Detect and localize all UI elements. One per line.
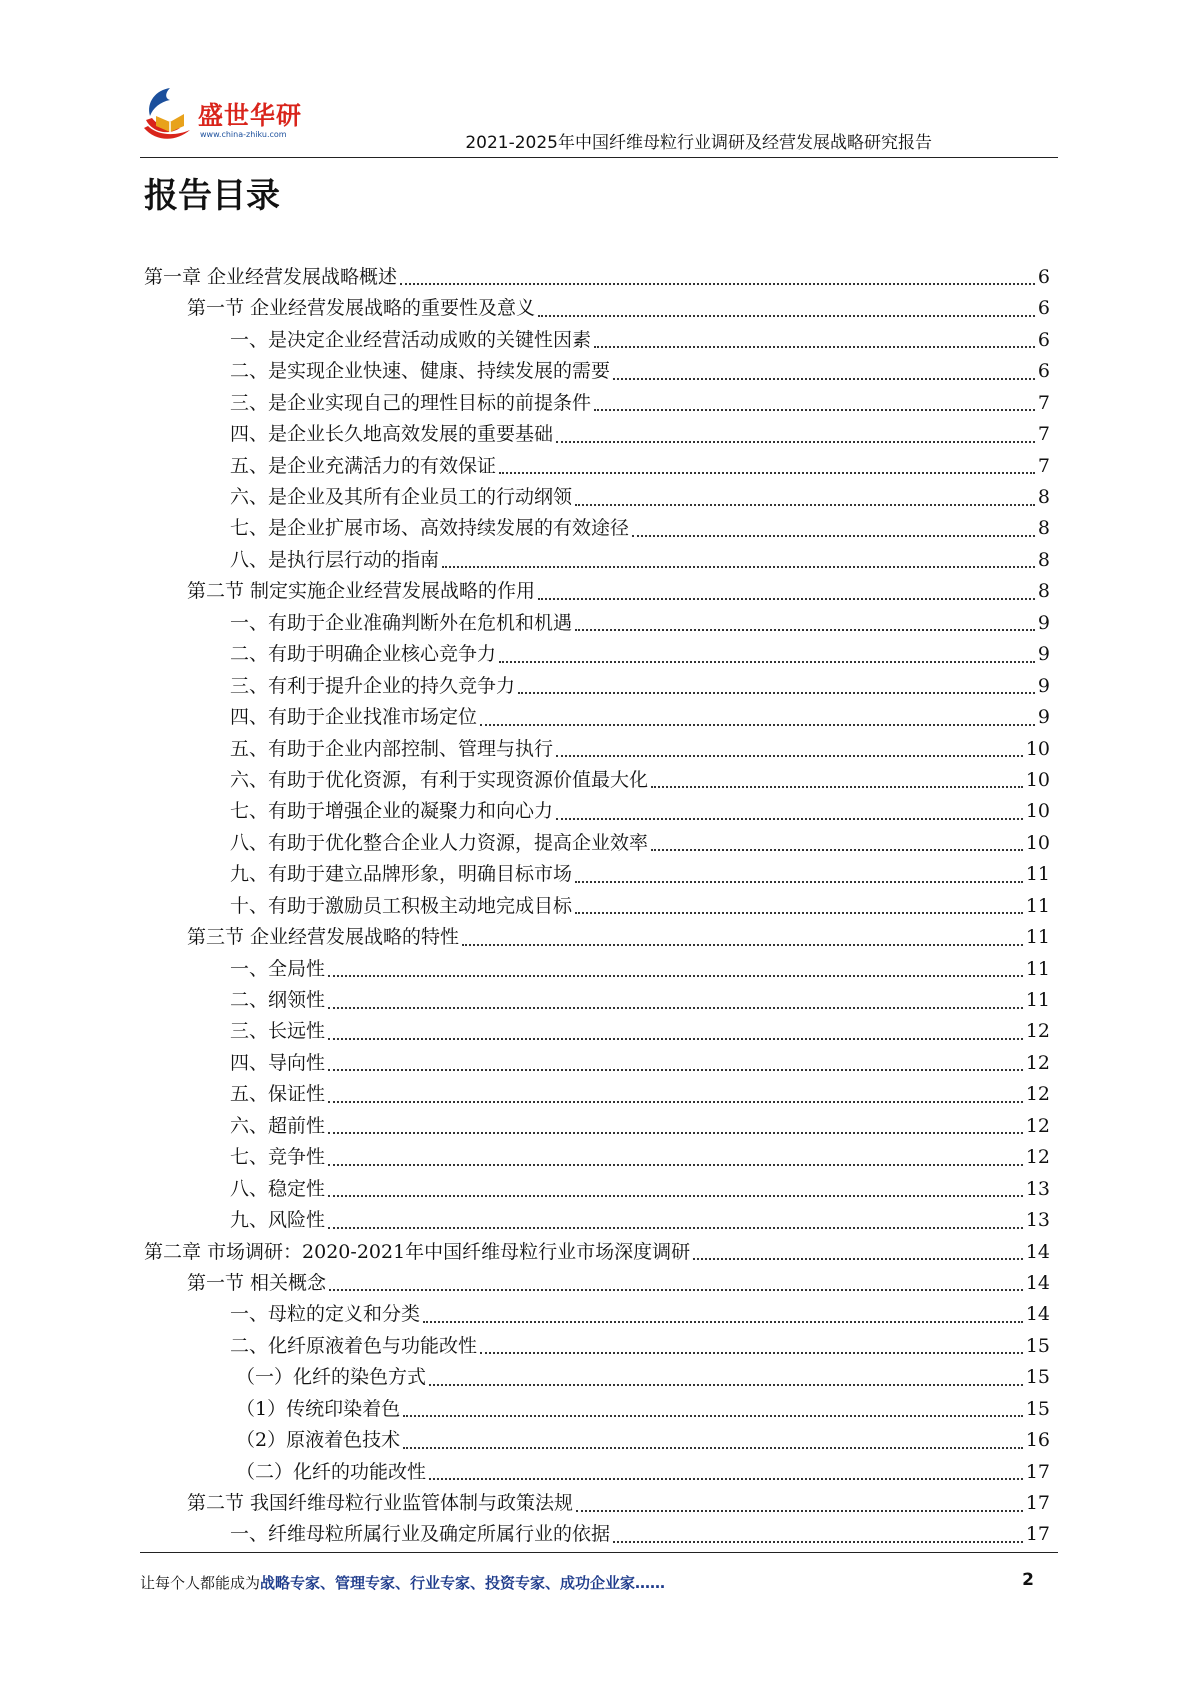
toc-entry[interactable] bbox=[144, 828, 1050, 859]
toc-dot-leader bbox=[328, 1132, 1023, 1134]
toc-dot-leader bbox=[462, 944, 1023, 946]
toc-entry-label: 五、保证性 bbox=[230, 1083, 326, 1106]
toc-dot-leader bbox=[328, 1007, 1023, 1009]
toc-dot-leader bbox=[328, 1069, 1023, 1071]
toc-entry[interactable] bbox=[144, 608, 1050, 639]
toc-entry[interactable] bbox=[144, 419, 1050, 450]
logo-url: www.china-zhiku.com bbox=[200, 130, 287, 139]
toc-entry[interactable] bbox=[144, 1111, 1050, 1142]
toc-entry[interactable] bbox=[144, 671, 1050, 702]
toc-entry-page: 10 bbox=[1025, 831, 1050, 854]
toc-entry[interactable] bbox=[144, 262, 1050, 293]
toc-entry-label: 三、有利于提升企业的持久竞争力 bbox=[230, 674, 516, 697]
toc-dot-leader bbox=[403, 1415, 1023, 1417]
toc-entry-page: 6 bbox=[1037, 297, 1050, 320]
toc-entry-page: 16 bbox=[1025, 1429, 1050, 1452]
toc-entry-label: 六、是企业及其所有企业员工的行动纲领 bbox=[230, 486, 573, 509]
logo-emblem-icon bbox=[140, 84, 198, 144]
toc-entry[interactable] bbox=[144, 1237, 1050, 1268]
toc-entry[interactable] bbox=[144, 1079, 1050, 1110]
toc-entry[interactable] bbox=[144, 891, 1050, 922]
toc-entry-label: 八、稳定性 bbox=[230, 1177, 326, 1200]
toc-dot-leader bbox=[651, 849, 1023, 851]
page-header bbox=[140, 84, 1058, 158]
toc-entry-label: 七、竞争性 bbox=[230, 1146, 326, 1169]
toc-entry-label: 九、风险性 bbox=[230, 1209, 326, 1232]
toc-entry-page: 8 bbox=[1037, 486, 1050, 509]
toc-entry[interactable] bbox=[144, 1142, 1050, 1173]
toc-entry-page: 17 bbox=[1025, 1460, 1050, 1483]
toc-entry[interactable] bbox=[144, 702, 1050, 733]
toc-entry-page: 12 bbox=[1025, 1083, 1050, 1106]
toc-entry[interactable] bbox=[144, 1457, 1050, 1488]
page-number: 2 bbox=[1022, 1570, 1034, 1590]
toc-dot-leader bbox=[594, 409, 1035, 411]
report-title: 2021-2025年中国纤维母粒行业调研及经营发展战略研究报告 bbox=[465, 133, 932, 153]
toc-dot-leader bbox=[538, 315, 1035, 317]
toc-dot-leader bbox=[423, 1321, 1023, 1323]
toc-dot-leader bbox=[328, 975, 1023, 977]
table-of-contents bbox=[144, 262, 1050, 1551]
toc-entry[interactable] bbox=[144, 1520, 1050, 1551]
toc-entry[interactable] bbox=[144, 985, 1050, 1016]
toc-dot-leader bbox=[499, 472, 1035, 474]
toc-entry[interactable] bbox=[144, 1394, 1050, 1425]
toc-entry-label: （二）化纤的功能改性 bbox=[236, 1460, 427, 1483]
toc-entry[interactable] bbox=[144, 954, 1050, 985]
toc-entry[interactable] bbox=[144, 1299, 1050, 1330]
toc-entry-label: 第一章 企业经营发展战略概述 bbox=[144, 265, 398, 288]
toc-dot-leader bbox=[556, 755, 1023, 757]
toc-dot-leader bbox=[400, 283, 1035, 285]
toc-entry-page: 9 bbox=[1037, 611, 1050, 634]
toc-entry-label: 五、有助于企业内部控制、管理与执行 bbox=[230, 737, 554, 760]
toc-entry-label: 八、有助于优化整合企业人力资源，提高企业效率 bbox=[230, 831, 649, 854]
toc-dot-leader bbox=[442, 566, 1035, 568]
toc-entry-page: 10 bbox=[1025, 768, 1050, 791]
toc-dot-leader bbox=[328, 1227, 1023, 1229]
toc-dot-leader bbox=[693, 1258, 1023, 1260]
toc-entry-page: 12 bbox=[1025, 1146, 1050, 1169]
toc-dot-leader bbox=[556, 441, 1035, 443]
toc-entry-label: 第一节 相关概念 bbox=[187, 1271, 327, 1294]
toc-entry-label: 二、纲领性 bbox=[230, 989, 326, 1012]
toc-entry-label: 六、超前性 bbox=[230, 1114, 326, 1137]
toc-entry-label: 八、是执行层行动的指南 bbox=[230, 548, 440, 571]
toc-entry-page: 6 bbox=[1037, 360, 1050, 383]
toc-entry[interactable] bbox=[144, 1048, 1050, 1079]
page-footer bbox=[140, 1552, 1058, 1602]
toc-entry-page: 15 bbox=[1025, 1397, 1050, 1420]
toc-dot-leader bbox=[429, 1478, 1023, 1480]
toc-entry-label: 四、是企业长久地高效发展的重要基础 bbox=[230, 423, 554, 446]
toc-entry-label: 九、有助于建立品牌形象，明确目标市场 bbox=[230, 863, 573, 886]
toc-entry-page: 10 bbox=[1025, 800, 1050, 823]
footer-divider bbox=[140, 1552, 1058, 1553]
toc-entry[interactable] bbox=[144, 639, 1050, 670]
toc-entry-page: 12 bbox=[1025, 1051, 1050, 1074]
logo-name: 盛世华研 bbox=[198, 101, 303, 130]
toc-entry-label: 二、化纤原液着色与功能改性 bbox=[230, 1334, 478, 1357]
toc-entry-label: 一、母粒的定义和分类 bbox=[230, 1303, 421, 1326]
toc-entry[interactable] bbox=[144, 325, 1050, 356]
toc-dot-leader bbox=[403, 1447, 1023, 1449]
toc-entry-page: 6 bbox=[1037, 265, 1050, 288]
toc-entry-label: 十、有助于激励员工积极主动地完成目标 bbox=[230, 894, 573, 917]
toc-entry-page: 11 bbox=[1025, 863, 1050, 886]
toc-entry-page: 9 bbox=[1037, 643, 1050, 666]
toc-entry[interactable] bbox=[144, 1425, 1050, 1456]
toc-entry-page: 17 bbox=[1025, 1492, 1050, 1515]
toc-entry-page: 9 bbox=[1037, 674, 1050, 697]
toc-entry-page: 7 bbox=[1037, 391, 1050, 414]
toc-entry[interactable] bbox=[144, 576, 1050, 607]
toc-entry-page: 7 bbox=[1037, 423, 1050, 446]
toc-dot-leader bbox=[328, 1164, 1023, 1166]
toc-dot-leader bbox=[329, 1289, 1023, 1291]
toc-entry-page: 14 bbox=[1025, 1271, 1050, 1294]
toc-dot-leader bbox=[576, 1510, 1023, 1512]
header-divider bbox=[140, 157, 1058, 158]
toc-entry[interactable] bbox=[144, 451, 1050, 482]
toc-entry-label: 七、是企业扩展市场、高效持续发展的有效途径 bbox=[230, 517, 630, 540]
toc-entry-page: 11 bbox=[1025, 989, 1050, 1012]
toc-entry-label: 七、有助于增强企业的凝聚力和向心力 bbox=[230, 800, 554, 823]
toc-dot-leader bbox=[556, 818, 1023, 820]
toc-dot-leader bbox=[518, 692, 1035, 694]
toc-dot-leader bbox=[429, 1384, 1023, 1386]
toc-entry[interactable] bbox=[144, 859, 1050, 890]
toc-entry[interactable] bbox=[144, 1174, 1050, 1205]
toc-entry-label: 二、有助于明确企业核心竞争力 bbox=[230, 643, 497, 666]
toc-dot-leader bbox=[328, 1038, 1023, 1040]
toc-entry-page: 14 bbox=[1025, 1240, 1050, 1263]
toc-entry-label: 三、是企业实现自己的理性目标的前提条件 bbox=[230, 391, 592, 414]
toc-entry[interactable] bbox=[144, 545, 1050, 576]
toc-entry-label: 六、有助于优化资源，有利于实现资源价值最大化 bbox=[230, 768, 649, 791]
toc-dot-leader bbox=[613, 378, 1035, 380]
toc-entry-page: 14 bbox=[1025, 1303, 1050, 1326]
toc-dot-leader bbox=[499, 661, 1035, 663]
toc-entry-label: 一、纤维母粒所属行业及确定所属行业的依据 bbox=[230, 1523, 611, 1546]
toc-entry-page: 11 bbox=[1025, 926, 1050, 949]
toc-entry-label: 四、导向性 bbox=[230, 1051, 326, 1074]
toc-entry-label: 第二节 制定实施企业经营发展战略的作用 bbox=[187, 580, 536, 603]
page-title: 报告目录 bbox=[144, 176, 280, 216]
toc-entry-label: 一、有助于企业准确判断外在危机和机遇 bbox=[230, 611, 573, 634]
toc-dot-leader bbox=[575, 504, 1035, 506]
toc-dot-leader bbox=[575, 881, 1023, 883]
toc-entry-label: （1）传统印染着色 bbox=[236, 1397, 401, 1420]
toc-entry-page: 17 bbox=[1025, 1523, 1050, 1546]
footer-tagline-emphasis: 战略专家、管理专家、行业专家、投资专家、成功企业家…… bbox=[260, 1574, 666, 1592]
toc-entry[interactable] bbox=[144, 1205, 1050, 1236]
toc-entry[interactable] bbox=[144, 1362, 1050, 1393]
toc-entry[interactable] bbox=[144, 922, 1050, 953]
toc-entry[interactable] bbox=[144, 482, 1050, 513]
toc-dot-leader bbox=[613, 1541, 1023, 1543]
toc-entry-label: （一）化纤的染色方式 bbox=[236, 1366, 427, 1389]
toc-entry-page: 15 bbox=[1025, 1366, 1050, 1389]
footer-tagline bbox=[140, 1572, 665, 1593]
toc-entry[interactable] bbox=[144, 765, 1050, 796]
toc-dot-leader bbox=[328, 1195, 1023, 1197]
toc-entry-page: 6 bbox=[1037, 328, 1050, 351]
toc-entry-page: 15 bbox=[1025, 1334, 1050, 1357]
toc-entry[interactable] bbox=[144, 734, 1050, 765]
toc-entry[interactable] bbox=[144, 388, 1050, 419]
toc-dot-leader bbox=[575, 629, 1035, 631]
toc-dot-leader bbox=[594, 346, 1035, 348]
footer-tagline-lead: 让每个人都能成为 bbox=[140, 1574, 261, 1592]
toc-entry-page: 8 bbox=[1037, 580, 1050, 603]
toc-entry-label: 一、全局性 bbox=[230, 957, 326, 980]
toc-entry-page: 7 bbox=[1037, 454, 1050, 477]
toc-entry-page: 13 bbox=[1025, 1177, 1050, 1200]
toc-entry-page: 12 bbox=[1025, 1114, 1050, 1137]
toc-entry[interactable] bbox=[144, 1331, 1050, 1362]
toc-entry[interactable] bbox=[144, 796, 1050, 827]
toc-entry-page: 11 bbox=[1025, 894, 1050, 917]
company-logo bbox=[140, 84, 340, 150]
toc-entry-page: 8 bbox=[1037, 548, 1050, 571]
toc-entry[interactable] bbox=[144, 514, 1050, 545]
toc-dot-leader bbox=[575, 912, 1023, 914]
toc-entry-label: 第二节 我国纤维母粒行业监管体制与政策法规 bbox=[187, 1492, 574, 1515]
toc-entry-page: 12 bbox=[1025, 1020, 1050, 1043]
toc-dot-leader bbox=[480, 724, 1035, 726]
toc-entry[interactable] bbox=[144, 1017, 1050, 1048]
toc-entry-label: 二、是实现企业快速、健康、持续发展的需要 bbox=[230, 360, 611, 383]
toc-entry-label: 第一节 企业经营发展战略的重要性及意义 bbox=[187, 297, 536, 320]
toc-entry-label: 第三节 企业经营发展战略的特性 bbox=[187, 926, 460, 949]
toc-entry-page: 10 bbox=[1025, 737, 1050, 760]
toc-dot-leader bbox=[538, 598, 1035, 600]
toc-entry[interactable] bbox=[144, 1488, 1050, 1519]
toc-dot-leader bbox=[328, 1101, 1023, 1103]
toc-entry-page: 8 bbox=[1037, 517, 1050, 540]
toc-dot-leader bbox=[632, 535, 1035, 537]
toc-entry[interactable] bbox=[144, 356, 1050, 387]
toc-entry-label: （2）原液着色技术 bbox=[236, 1429, 401, 1452]
toc-entry-label: 第二章 市场调研：2020-2021年中国纤维母粒行业市场深度调研 bbox=[144, 1240, 691, 1263]
toc-entry[interactable] bbox=[144, 293, 1050, 324]
toc-entry[interactable] bbox=[144, 1268, 1050, 1299]
toc-dot-leader bbox=[480, 1352, 1023, 1354]
toc-dot-leader bbox=[651, 786, 1023, 788]
toc-entry-label: 一、是决定企业经营活动成败的关键性因素 bbox=[230, 328, 592, 351]
toc-entry-label: 五、是企业充满活力的有效保证 bbox=[230, 454, 497, 477]
toc-entry-label: 四、有助于企业找准市场定位 bbox=[230, 706, 478, 729]
toc-entry-label: 三、长远性 bbox=[230, 1020, 326, 1043]
toc-entry-page: 11 bbox=[1025, 957, 1050, 980]
toc-entry-page: 9 bbox=[1037, 706, 1050, 729]
toc-entry-page: 13 bbox=[1025, 1209, 1050, 1232]
